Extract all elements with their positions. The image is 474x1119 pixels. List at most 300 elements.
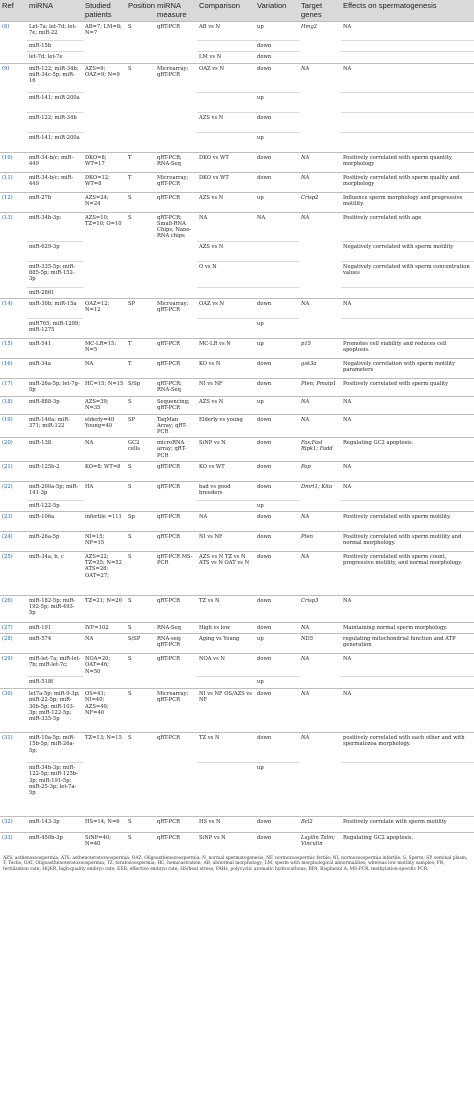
cell-mirna: miR-146a; miR-371; miR-122 — [27, 414, 83, 438]
table-row — [0, 92, 474, 112]
cell-effects: Positively correlated with sperm quality and morphology — [341, 172, 474, 192]
cell-target-genes — [299, 763, 341, 817]
table-row — [0, 481, 474, 500]
cell-target-genes — [299, 41, 341, 52]
cell-measure — [155, 112, 197, 132]
cell-ref: (28) — [0, 634, 27, 654]
cell-measure: qRT-PCR — [155, 22, 197, 41]
cell-patients: KO=8; WT=8 — [83, 461, 126, 481]
cell-comparison: OAZ vs N — [197, 63, 255, 92]
table-row — [0, 41, 474, 52]
cell-measure: qRT-PCR — [155, 359, 197, 379]
table-row — [0, 634, 474, 654]
cell-measure — [155, 319, 197, 339]
cell-measure — [155, 763, 197, 817]
cell-ref: (31) — [0, 733, 27, 763]
cell-measure: qRT-PCR — [155, 192, 197, 212]
cell-target-genes: NA — [299, 511, 341, 531]
cell-comparison: AZS vs N — [197, 397, 255, 414]
cell-patients: MC-LR=15; N=5 — [83, 339, 126, 359]
cell-measure: Microarray; qRT-PCR — [155, 172, 197, 192]
cell-measure: qRT-PCR; RNA-Seq — [155, 379, 197, 397]
cell-effects: Promotes cell viability and reduces cell apoptosis. — [341, 339, 474, 359]
header-ref: Ref — [0, 0, 27, 22]
cell-effects: Positively correlated with age — [341, 212, 474, 241]
table-row — [0, 287, 474, 298]
cell-ref — [0, 763, 27, 817]
cell-effects: NA — [341, 397, 474, 414]
table-row — [0, 152, 474, 172]
cell-comparison: KO vs WT — [197, 461, 255, 481]
cell-measure: qRT-PCR — [155, 654, 197, 677]
table-row — [0, 438, 474, 462]
cell-position: S — [126, 212, 155, 241]
cell-ref: (30) — [0, 689, 27, 733]
cell-patients — [83, 261, 126, 287]
cell-comparison: OAZ vs N — [197, 299, 255, 319]
cell-patients: AZS=22; TZ=25; N=52 ATS=28; OAT=27; — [83, 551, 126, 595]
cell-target-genes — [299, 92, 341, 112]
table-row — [0, 319, 474, 339]
table-row — [0, 241, 474, 261]
cell-patients: NOA=20; OAT=46; N=50 — [83, 654, 126, 677]
cell-target-genes — [299, 52, 341, 63]
cell-effects: NA — [341, 414, 474, 438]
table-row — [0, 817, 474, 833]
cell-ref: (29) — [0, 654, 27, 677]
cell-target-genes: Pap — [299, 461, 341, 481]
cell-measure: Microarray; qRT-PCR — [155, 63, 197, 92]
cell-variation: NA — [255, 212, 299, 241]
cell-mirna: miR-34a, b, c — [27, 551, 83, 595]
cell-mirna: miR-2861 — [27, 287, 83, 298]
cell-comparison — [197, 500, 255, 511]
cell-patients — [83, 132, 126, 152]
cell-target-genes: Bcl2 — [299, 817, 341, 833]
cell-measure: qRT-PCR — [155, 595, 197, 622]
cell-ref: (23) — [0, 511, 27, 531]
cell-variation: up — [255, 92, 299, 112]
cell-effects: Negatively correlation with sperm motility parameters — [341, 359, 474, 379]
cell-comparison: AZS vs N — [197, 241, 255, 261]
cell-mirna: miR-34a — [27, 359, 83, 379]
cell-mirna: miR-200a-5p; miR-141-3p — [27, 481, 83, 500]
cell-target-genes: p15 — [299, 339, 341, 359]
cell-variation: up — [255, 192, 299, 212]
cell-target-genes: Dmrt1; Kita — [299, 481, 341, 500]
cell-position: T — [126, 339, 155, 359]
cell-effects: Regulating GC2 apoptosis. — [341, 833, 474, 853]
cell-measure: qRT-PCR — [155, 833, 197, 853]
table-row — [0, 500, 474, 511]
cell-target-genes: NA — [299, 689, 341, 733]
cell-effects — [341, 132, 474, 152]
cell-patients: AZS=9; OAZ=9; N=9 — [83, 63, 126, 92]
cell-variation: up — [255, 397, 299, 414]
cell-measure: qRT-PCR — [155, 531, 197, 551]
cell-ref: (21) — [0, 461, 27, 481]
cell-target-genes: NA — [299, 172, 341, 192]
table-row — [0, 551, 474, 595]
cell-position — [126, 241, 155, 261]
cell-ref: (9) — [0, 63, 27, 92]
cell-ref: (22) — [0, 481, 27, 500]
cell-patients: infertile =111 — [83, 511, 126, 531]
cell-effects: Positively correlated with sperm quality — [341, 379, 474, 397]
cell-effects: Influence sperm morphology and progressive motility. — [341, 192, 474, 212]
cell-effects: Negatively correlated with sperm motility — [341, 241, 474, 261]
table-header — [0, 0, 474, 22]
cell-mirna: miR-122; miR-34b — [27, 112, 83, 132]
cell-position: S/Sp — [126, 379, 155, 397]
table-row — [0, 299, 474, 319]
cell-patients: AZS=24; N=24 — [83, 192, 126, 212]
cell-target-genes — [299, 287, 341, 298]
cell-position: S — [126, 551, 155, 595]
cell-target-genes: Crisp3 — [299, 595, 341, 622]
cell-comparison: AZS vs N — [197, 192, 255, 212]
cell-position: S/SP — [126, 634, 155, 654]
cell-comparison — [197, 41, 255, 52]
cell-mirna: miR-30b; miR-15a — [27, 299, 83, 319]
cell-mirna: miR-143-3p — [27, 817, 83, 833]
cell-position: T — [126, 152, 155, 172]
cell-comparison: NA — [197, 212, 255, 241]
cell-position: S — [126, 63, 155, 92]
cell-effects: NA — [341, 595, 474, 622]
cell-variation — [255, 261, 299, 287]
cell-mirna: miR-34b-3p; — [27, 212, 83, 241]
table-row — [0, 63, 474, 92]
cell-variation: down — [255, 438, 299, 462]
cell-measure — [155, 41, 197, 52]
cell-position: S — [126, 22, 155, 41]
cell-variation: up — [255, 763, 299, 817]
cell-target-genes: NA — [299, 212, 341, 241]
cell-target-genes: NA — [299, 414, 341, 438]
cell-position: S — [126, 531, 155, 551]
cell-patients: SiNP=40; N=40 — [83, 833, 126, 853]
cell-patients — [83, 319, 126, 339]
cell-mirna: let7a-5p; miR-9-3p; miR-22-5p; miR-30b-5p; miR-103-3p; miR-122-5p; miR-335-5p — [27, 689, 83, 733]
cell-ref: (33) — [0, 833, 27, 853]
table-row — [0, 689, 474, 733]
cell-effects: Maintaining normal sperm morphology. — [341, 622, 474, 633]
cell-measure — [155, 261, 197, 287]
cell-position — [126, 41, 155, 52]
cell-ref: (13) — [0, 212, 27, 241]
cell-comparison: High vs low — [197, 622, 255, 633]
cell-comparison: LM vs N — [197, 52, 255, 63]
cell-position: S — [126, 397, 155, 414]
cell-patients: HS=14; N=6 — [83, 817, 126, 833]
cell-mirna: miR-122; miR-34b; miR-34c-5p; miR-16 — [27, 63, 83, 92]
cell-variation: down — [255, 52, 299, 63]
cell-measure: qRT-PCR — [155, 817, 197, 833]
cell-effects: NA — [341, 22, 474, 41]
cell-target-genes — [299, 132, 341, 152]
cell-effects — [341, 52, 474, 63]
cell-comparison: NI vs NF — [197, 531, 255, 551]
cell-comparison: MC-LR vs N — [197, 339, 255, 359]
cell-measure: RNA-seq; qRT-PCR — [155, 634, 197, 654]
cell-mirna: miR-191 — [27, 622, 83, 633]
cell-mirna: miR765; miR-1299; miR-1275 — [27, 319, 83, 339]
cell-position — [126, 287, 155, 298]
cell-mirna: miR-450b-3p — [27, 833, 83, 853]
cell-variation: down — [255, 531, 299, 551]
table-row — [0, 339, 474, 359]
table-row — [0, 379, 474, 397]
cell-ref — [0, 92, 27, 112]
cell-position — [126, 261, 155, 287]
cell-measure: qRT-PCR — [155, 461, 197, 481]
cell-measure: Microarray; qRT-PCR — [155, 299, 197, 319]
cell-position: S — [126, 192, 155, 212]
cell-mirna: miR-888-3p — [27, 397, 83, 414]
cell-effects: NA — [341, 299, 474, 319]
cell-comparison — [197, 763, 255, 817]
cell-mirna: let-7d; let-7e — [27, 52, 83, 63]
table-row — [0, 172, 474, 192]
cell-position — [126, 52, 155, 63]
cell-target-genes: NA — [299, 152, 341, 172]
cell-comparison: SiNP vs N — [197, 438, 255, 462]
cell-comparison: KO vs N — [197, 359, 255, 379]
cell-ref — [0, 112, 27, 132]
cell-measure: TaqMan Array; qRT-PCR — [155, 414, 197, 438]
cell-variation: up — [255, 677, 299, 689]
cell-effects: Negatively correlated with sperm concentration values — [341, 261, 474, 287]
cell-target-genes — [299, 677, 341, 689]
cell-measure — [155, 287, 197, 298]
cell-variation: down — [255, 689, 299, 733]
cell-effects: NA — [341, 689, 474, 733]
cell-mirna: miR-629-3p — [27, 241, 83, 261]
cell-measure: RNA-Seq — [155, 622, 197, 633]
cell-patients — [83, 52, 126, 63]
cell-ref: (24) — [0, 531, 27, 551]
cell-ref: (27) — [0, 622, 27, 633]
table-row — [0, 359, 474, 379]
cell-mirna: miR-106a — [27, 511, 83, 531]
cell-variation — [255, 241, 299, 261]
cell-target-genes — [299, 112, 341, 132]
cell-ref — [0, 241, 27, 261]
cell-patients: NA — [83, 634, 126, 654]
cell-patients: NA — [83, 438, 126, 462]
cell-ref: (10) — [0, 152, 27, 172]
cell-variation: up — [255, 339, 299, 359]
cell-patients — [83, 763, 126, 817]
table-row — [0, 112, 474, 132]
cell-position — [126, 500, 155, 511]
cell-variation: down — [255, 551, 299, 595]
cell-ref: (19) — [0, 414, 27, 438]
cell-effects: Regulating GC2 apoptosis. — [341, 438, 474, 462]
table-row — [0, 833, 474, 853]
cell-ref — [0, 287, 27, 298]
cell-patients — [83, 677, 126, 689]
cell-variation: down — [255, 112, 299, 132]
cell-patients: IVF=102 — [83, 622, 126, 633]
cell-ref: (17) — [0, 379, 27, 397]
cell-mirna: miR-34-b/c; miR-449 — [27, 152, 83, 172]
cell-patients: NA — [83, 359, 126, 379]
cell-effects: Positively correlated with sperm motility. — [341, 511, 474, 531]
cell-ref — [0, 261, 27, 287]
cell-comparison: AZS vs N — [197, 112, 255, 132]
cell-measure: qRT-PCR; RNA-Seq — [155, 152, 197, 172]
cell-position: S — [126, 817, 155, 833]
cell-patients: DKO=8; WT=17 — [83, 152, 126, 172]
cell-mirna: miR-122-5p — [27, 500, 83, 511]
cell-patients: DKO=12; WT=8 — [83, 172, 126, 192]
cell-patients: AZS=39; N=35 — [83, 397, 126, 414]
cell-patients: AB=7; LM=8; N=7 — [83, 22, 126, 41]
cell-effects: Positively correlated with sperm quantity, morphology — [341, 152, 474, 172]
cell-position: S — [126, 461, 155, 481]
header-target-genes: Target genes — [299, 0, 341, 22]
cell-variation: down — [255, 622, 299, 633]
table-row — [0, 763, 474, 817]
cell-position: Sp — [126, 511, 155, 531]
cell-mirna: miR-518f — [27, 677, 83, 689]
cell-mirna: miR-34-b/c; miR-449 — [27, 172, 83, 192]
cell-comparison: AZS vs N TZ vs N ATS vs N OAT vs N — [197, 551, 255, 595]
cell-effects: Positively correlated with sperm motility and normal morphology. — [341, 531, 474, 551]
cell-comparison: HS vs N — [197, 817, 255, 833]
cell-target-genes: NA — [299, 654, 341, 677]
table-footnote: AZS, asthenozoospermia; ATS, asthenoteratozoospermia; OAZ, Oligoasthenozoospermia; N, normal spermatogenesis; NF, normozoospermic fertile; NI, normozoospermia infertile; S, Sperm; SP, seminal plasm; T, Testis; OAT, Oligoasthenoteratozoospermia; TZ, teratozoospermia; HC, hemicastration; AB, abnormal morphology; LM, sperm with morphological abnormalities, whereas low motility samples; FR, fertilization rate; HQER, high-quality embryo rate; EER, effective embryo rate; HS/heat stress; PAHs, polycyclic aromatic hydrocarbons; BPA, Bisphenol A; MS-PCR, methylation-specific PCR. — [3, 855, 468, 872]
cell-target-genes: Pten; Pmaip1 — [299, 379, 341, 397]
cell-patients — [83, 241, 126, 261]
cell-comparison — [197, 132, 255, 152]
cell-position: SP — [126, 414, 155, 438]
cell-effects: Positively correlate with sperm motility — [341, 817, 474, 833]
table-row — [0, 531, 474, 551]
cell-effects: Positively correlated with sperm count, progressive motility, and normal morphology. — [341, 551, 474, 595]
cell-ref: (12) — [0, 192, 27, 212]
cell-effects: NA — [341, 461, 474, 481]
cell-variation — [255, 287, 299, 298]
cell-ref: (11) — [0, 172, 27, 192]
cell-ref: (8) — [0, 22, 27, 41]
table-body — [0, 22, 474, 853]
header-position: Position — [126, 0, 155, 22]
cell-variation: down — [255, 172, 299, 192]
cell-measure — [155, 132, 197, 152]
cell-measure — [155, 52, 197, 63]
cell-patients: HC=15; N=15 — [83, 379, 126, 397]
cell-mirna: miR-27b — [27, 192, 83, 212]
cell-variation: down — [255, 481, 299, 500]
cell-ref — [0, 500, 27, 511]
cell-measure: qRT-PCR — [155, 339, 197, 359]
table-row — [0, 132, 474, 152]
table-row — [0, 677, 474, 689]
cell-patients: OS=41; NI=40; AZS=40; NF=40 — [83, 689, 126, 733]
cell-patients: elderly=40 Young=40 — [83, 414, 126, 438]
cell-ref: (26) — [0, 595, 27, 622]
cell-comparison: NI vs NF OS/AZS vs NF — [197, 689, 255, 733]
cell-variation: down — [255, 511, 299, 531]
cell-effects — [341, 92, 474, 112]
cell-effects: regulating mitochondrial function and ATP generation — [341, 634, 474, 654]
cell-ref: (18) — [0, 397, 27, 414]
cell-comparison: NOA vs N — [197, 654, 255, 677]
cell-variation: up — [255, 634, 299, 654]
cell-comparison: bad vs good breeders — [197, 481, 255, 500]
cell-mirna: miR-138 — [27, 438, 83, 462]
table-row — [0, 414, 474, 438]
header-comparison: Comparison — [197, 0, 255, 22]
cell-variation: up — [255, 22, 299, 41]
cell-target-genes: NA — [299, 299, 341, 319]
cell-position: S — [126, 622, 155, 633]
cell-effects — [341, 41, 474, 52]
cell-mirna: miR-335-5p; miR-885-5p; miR-152-3p — [27, 261, 83, 287]
cell-variation: down — [255, 833, 299, 853]
header-mirna-measure: miRNA measure — [155, 0, 197, 22]
cell-patients: HA — [83, 481, 126, 500]
cell-position — [126, 319, 155, 339]
cell-ref — [0, 41, 27, 52]
cell-comparison: Elderly vs young — [197, 414, 255, 438]
cell-mirna: miR-125b-2 — [27, 461, 83, 481]
table-row — [0, 192, 474, 212]
cell-ref: (15) — [0, 339, 27, 359]
header-variation: Variation — [255, 0, 299, 22]
cell-position: S — [126, 654, 155, 677]
cell-effects: NA — [341, 481, 474, 500]
cell-mirna: miR-26a-5p; let-7g-5p — [27, 379, 83, 397]
cell-measure — [155, 677, 197, 689]
cell-effects: NA — [341, 654, 474, 677]
cell-comparison — [197, 92, 255, 112]
cell-variation: down — [255, 41, 299, 52]
table-row — [0, 733, 474, 763]
cell-target-genes: NA — [299, 622, 341, 633]
cell-measure: qRT-PCR — [155, 481, 197, 500]
cell-target-genes: NA — [299, 397, 341, 414]
cell-target-genes — [299, 261, 341, 287]
table-row — [0, 654, 474, 677]
cell-target-genes: Pten — [299, 531, 341, 551]
cell-variation: down — [255, 461, 299, 481]
cell-variation: down — [255, 817, 299, 833]
cell-target-genes: NA — [299, 551, 341, 595]
header-studied-patients: Studied patients — [83, 0, 126, 22]
cell-measure — [155, 92, 197, 112]
cell-effects: NA — [341, 63, 474, 92]
cell-ref — [0, 132, 27, 152]
cell-position: S — [126, 481, 155, 500]
cell-variation: down — [255, 63, 299, 92]
cell-target-genes — [299, 241, 341, 261]
cell-patients: AZS=10; TZ=10; O=10 — [83, 212, 126, 241]
cell-ref: (16) — [0, 359, 27, 379]
cell-comparison — [197, 319, 255, 339]
cell-patients: NI=15; NF=15 — [83, 531, 126, 551]
cell-ref: (14) — [0, 299, 27, 319]
cell-ref — [0, 677, 27, 689]
cell-position: S — [126, 689, 155, 733]
cell-variation: down — [255, 152, 299, 172]
cell-position: S — [126, 733, 155, 763]
cell-comparison — [197, 677, 255, 689]
cell-effects — [341, 500, 474, 511]
